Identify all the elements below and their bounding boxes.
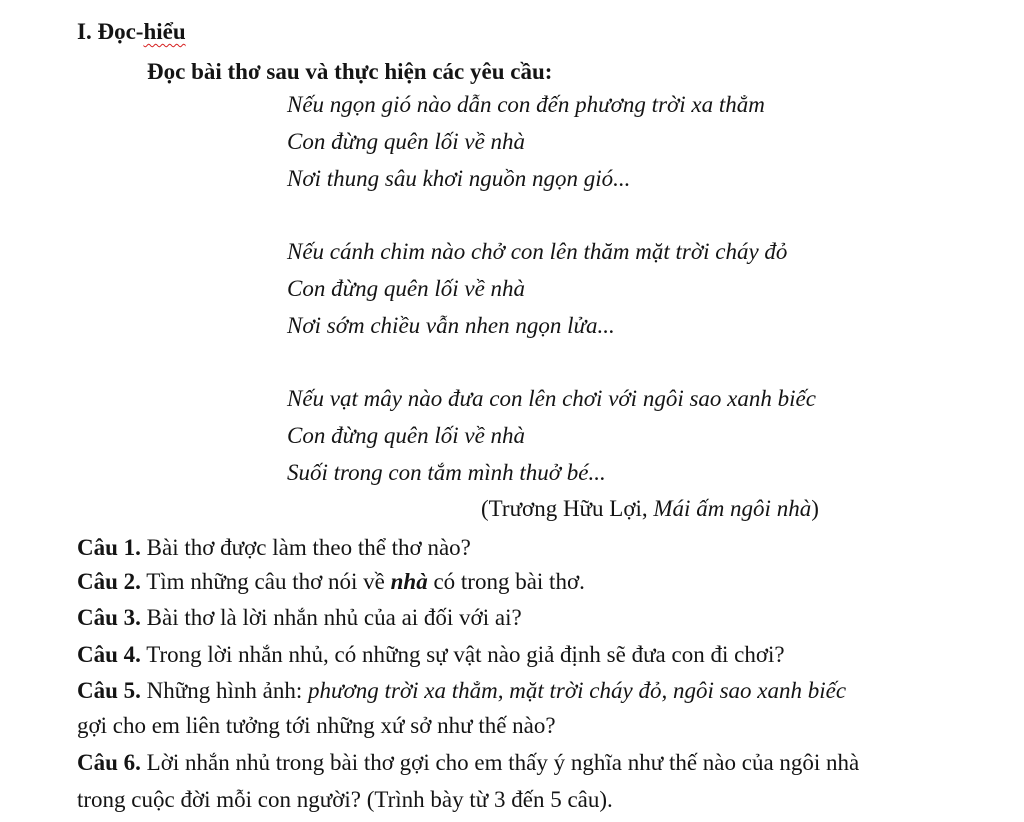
- question-label: Câu 4.: [77, 642, 141, 667]
- section-prefix: I.: [77, 19, 98, 44]
- section-title-separator: -: [135, 19, 144, 44]
- question-label: Câu 5.: [77, 678, 141, 703]
- question-text: Bài thơ là lời nhắn nhủ của ai đối với ai?: [140, 605, 522, 630]
- section-heading: [77, 17, 186, 47]
- question-text: Bài thơ được làm theo thể thơ nào?: [140, 535, 471, 560]
- section-title-word-1: Đọc: [97, 19, 136, 44]
- poem-line: Nơi thung sâu khơi nguồn ngọn gió...: [287, 166, 631, 191]
- poem-line: Suối trong con tắm mình thuở bé...: [287, 460, 606, 485]
- question-1: [77, 533, 471, 563]
- poem-line: Nếu cánh chim nào chở con lên thăm mặt trời cháy đỏ: [287, 239, 788, 264]
- citation-work: Mái ấm ngôi nhà: [653, 496, 812, 521]
- question-3: [77, 603, 522, 633]
- question-text: Lời nhắn nhủ trong bài thơ gợi cho em thấy ý nghĩa như thế nào của ngôi nhà: [140, 750, 860, 775]
- question-6-continuation: trong cuộc đời mỗi con người? (Trình bày từ 3 đến 5 câu).: [77, 787, 613, 812]
- question-text: Trong lời nhắn nhủ, có những sự vật nào giả định sẽ đưa con đi chơi?: [140, 642, 785, 667]
- citation-author: Trương Hữu Lợi,: [488, 496, 654, 521]
- question-label: Câu 3.: [77, 605, 141, 630]
- poem-line: Con đừng quên lối về nhà: [287, 129, 526, 154]
- citation-close: ): [811, 496, 819, 521]
- citation-open: (: [481, 496, 489, 521]
- poem-line: Nếu vạt mây nào đưa con lên chơi với ngôi sao xanh biếc: [287, 386, 816, 411]
- instruction: Đọc bài thơ sau và thực hiện các yêu cầu:: [147, 59, 553, 84]
- question-italic-images: phương trời xa thẳm, mặt trời cháy đỏ, ngôi sao xanh biếc: [307, 678, 847, 703]
- question-4: [77, 640, 785, 670]
- poem-line: Nơi sớm chiều vẫn nhen ngọn lửa...: [287, 313, 615, 338]
- section-title-word-2: hiểu: [143, 19, 186, 44]
- question-5-continuation: gợi cho em liên tưởng tới những xứ sở như thế nào?: [77, 713, 556, 738]
- question-6: [77, 748, 859, 778]
- question-text-end: có trong bài thơ.: [427, 569, 585, 594]
- citation: [481, 494, 819, 524]
- question-text: Tìm những câu thơ nói về: [140, 569, 391, 594]
- question-label: Câu 6.: [77, 750, 141, 775]
- question-2: [77, 567, 585, 597]
- question-5: [77, 676, 846, 706]
- question-text: Những hình ảnh:: [140, 678, 308, 703]
- question-emphasis: nhà: [390, 569, 428, 594]
- question-label: Câu 2.: [77, 569, 141, 594]
- poem-line: Con đừng quên lối về nhà: [287, 423, 526, 448]
- poem-line: Nếu ngọn gió nào dẫn con đến phương trời xa thẳm: [287, 92, 765, 117]
- question-label: Câu 1.: [77, 535, 141, 560]
- poem-line: Con đừng quên lối về nhà: [287, 276, 526, 301]
